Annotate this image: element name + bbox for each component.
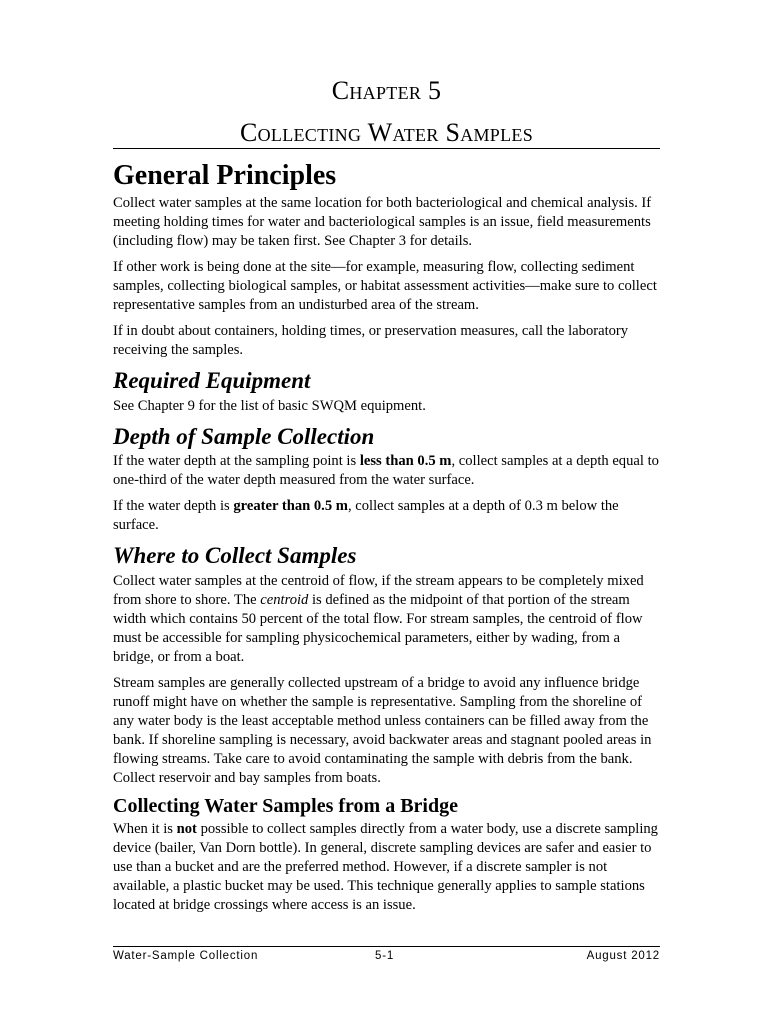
- document-body: [113, 160, 660, 922]
- paragraph: If other work is being done at the site—for example, measuring flow, collecting sediment samples, collecting biological samples, or habitat assessment activities—make sure to collect representative samples from an undisturbed area of the stream.: [113, 259, 657, 314]
- footer-divider: [113, 946, 660, 947]
- bold-text: greater than 0.5 m: [233, 498, 348, 515]
- paragraph: [113, 452, 660, 490]
- footer-date: August 2012: [586, 950, 660, 962]
- title-divider: [113, 148, 660, 149]
- text-run: is defined as the midpoint of that portion of the stream width which contains 50 percent of the total flow. For stream samples, the centroid of flow must be accessible for sampling physicochemical parameters, either by wading, from a bridge, or from a boat.: [113, 591, 643, 665]
- heading-general-principles: General Principles: [113, 160, 337, 191]
- heading-from-bridge: Collecting Water Samples from a Bridge: [113, 794, 458, 817]
- paragraph: Collect water samples at the same location for both bacteriological and chemical analysis. If meeting holding times for water and bacteriological samples is an issue, field measurements (including flow) may be taken first. See Chapter 3 for details.: [113, 195, 652, 250]
- italic-text: centroid: [260, 591, 309, 608]
- paragraph: Stream samples are generally collected upstream of a bridge to avoid any influence bridge runoff might have on whether the sample is representative. Sampling from the shoreline of any water body is the least acceptable method unless containers can be filled away from the bank. If shoreline sampling is necessary, avoid backwater areas and stagnant pooled areas in flowing streams. Take care to avoid contaminating the sample with debris from the bank. Collect reservoir and bay samples from boats.: [113, 674, 652, 786]
- text-run: possible to collect samples directly from a water body, use a discrete sampling device (bailer, Van Dorn bottle). In general, discrete sampling devices are safer and easier to use than a bucket and are the preferred method. However, if a discrete sampler is not available, a plastic bucket may be used. This technique generally applies to sample stations located at bridge crossings where access is an issue.: [113, 820, 658, 913]
- text-run: , collect samples at a depth equal to one-third of the water depth measured from the water surface.: [113, 453, 659, 489]
- bold-text: less than 0.5 m: [359, 453, 452, 470]
- text-run: If the water depth is: [113, 498, 234, 515]
- heading-required-equipment: Required Equipment: [113, 368, 311, 394]
- text-run: If the water depth at the sampling point is: [113, 453, 360, 470]
- paragraph: [113, 497, 660, 535]
- text-run: Collect water samples at the centroid of flow, if the stream appears to be completely mixed from shore to shore. The: [113, 572, 644, 608]
- heading-where-to-collect: Where to Collect Samples: [113, 543, 357, 569]
- paragraph: [113, 572, 660, 667]
- text-run: When it is: [113, 820, 177, 837]
- paragraph: If in doubt about containers, holding times, or preservation measures, call the laboratory receiving the samples.: [113, 323, 629, 359]
- paragraph: See Chapter 9 for the list of basic SWQM equipment.: [113, 397, 426, 414]
- document-page: [113, 0, 660, 1024]
- chapter-label: Chapter 5: [331, 76, 442, 105]
- chapter-title: Collecting Water Samples: [239, 118, 534, 147]
- footer-page-number: 5-1: [375, 950, 395, 962]
- footer-section-name: Water-Sample Collection: [113, 950, 259, 962]
- paragraph: [113, 820, 660, 915]
- heading-depth-of-sample: Depth of Sample Collection: [113, 423, 375, 449]
- bold-text: not: [176, 820, 197, 837]
- text-run: , collect samples at a depth of 0.3 m below the surface.: [113, 498, 619, 534]
